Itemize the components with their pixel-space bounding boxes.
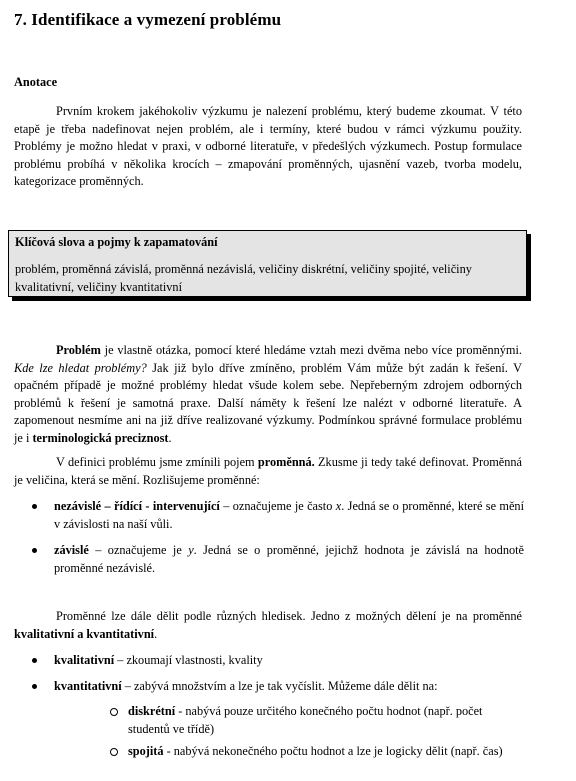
- keywords-text: problém, proměnná závislá, proměnná nezávislá, veličiny diskrétní, veličiny spojité, veličiny kvalitativní, veličiny kvantitativní: [15, 262, 472, 294]
- bullet-icon: [32, 684, 37, 689]
- list-item-text: . Jedná se o proměnné, které se mění v závislosti na naší vůli.: [54, 499, 524, 531]
- sub-list-item-text: - nabývá nekonečného počtu hodnot a lze je logicky dělit (např. čas): [163, 744, 503, 758]
- sub-list-item-term: diskrétní: [128, 704, 176, 718]
- division-paragraph: [14, 608, 522, 643]
- list-item-text: – označujeme je často: [219, 499, 336, 513]
- list-item-term: závislé: [54, 543, 89, 557]
- division-text-b: .: [154, 626, 158, 641]
- list-item: [54, 498, 524, 533]
- keywords-box: [8, 230, 527, 297]
- variable-text-b: Zkusme ji tedy také definovat. Proměnná je veličina, která se mění. Rozlišujeme proměnné:: [14, 455, 522, 487]
- list-item-text: – zabývá množstvím a lze je tak vyčíslit. Můžeme dále dělit na:: [121, 679, 438, 693]
- list-item-term: kvantitativní: [54, 679, 122, 693]
- list-item-text: – označujeme je: [88, 543, 189, 557]
- sub-list-item: [128, 743, 522, 761]
- variable-term: proměnná.: [257, 455, 315, 469]
- annotation-text: Prvním krokem jakéhokoliv výzkumu je nalezení problému, který budeme zkoumat. V této etapě je třeba nadefinovat nejen problém, ale i termíny, které budou v rámci výzkumu použity. Problémy je možno hledat v praxi, v odborné literatuře, v předešlých výzkumech. Postup formulace problému probíhá v několika krocích – zmapování proměnných, ujasnění vazeb, tvorba modelu, kategorizace proměnných.: [14, 104, 522, 189]
- list-item: [54, 652, 524, 670]
- keywords-title: Klíčová slova a pojmy k zapamatování: [15, 235, 218, 249]
- sub-list-item: [128, 703, 522, 738]
- variable-paragraph: [14, 454, 522, 489]
- list-item-symbol: y: [188, 543, 194, 557]
- list-item-term: kvalitativní: [54, 653, 115, 667]
- bullet-icon: [32, 658, 37, 663]
- problem-precision-term: terminologická preciznost: [32, 430, 169, 445]
- problem-text-c: .: [168, 430, 172, 445]
- sub-list-item-text: - nabývá pouze určitého konečného počtu hodnot (např. počet studentů ve třídě): [128, 704, 483, 736]
- problem-text-b: Jak již bylo dříve zmíněno, problém Vám může být zadán k řešení. V opačném případě je možné problémy hledat všude kolem sebe. Nepřeberným zdrojem odborných problémů k řešení je samotná praxe. Další náměty k řešení lze nalézt v odborné literatuře. A zapomenout nesmíme ani na již dříve realizované výzkumy. Podmínkou správné formulace problému je i: [14, 360, 522, 445]
- list-item-text: . Jedná se o proměnné, jejichž hodnota je závislá na hodnotě proměnné nezávislé.: [54, 543, 524, 575]
- chapter-heading: 7. Identifikace a vymezení problému: [14, 10, 282, 29]
- variable-text-a: V definici problému jsme zmínili pojem: [56, 455, 258, 469]
- list-item: [54, 678, 524, 696]
- problem-term: Problém: [56, 343, 101, 357]
- bullet-icon: [32, 548, 37, 553]
- list-item-symbol: x: [335, 499, 342, 513]
- annotation-title: Anotace: [14, 75, 58, 89]
- division-term: kvalitativní a kvantitativní: [14, 626, 155, 641]
- bullet-icon: [32, 504, 37, 509]
- problem-question: Kde lze hledat problémy?: [14, 360, 147, 375]
- list-item-text: – zkoumají vlastnosti, kvality: [114, 653, 263, 667]
- list-item-term: nezávislé – řídící - intervenující: [54, 499, 220, 513]
- circle-bullet-icon: [110, 748, 118, 756]
- division-text-a: Proměnné lze dále dělit podle různých hledisek. Jedno z možných dělení je na proměnné: [56, 609, 522, 623]
- problem-paragraph: [14, 342, 522, 448]
- problem-text-a: je vlastně otázka, pomocí které hledáme vztah mezi dvěma nebo více proměnnými.: [100, 343, 522, 357]
- list-item: [54, 542, 524, 577]
- circle-bullet-icon: [110, 708, 118, 716]
- sub-list-item-term: spojitá: [128, 744, 164, 758]
